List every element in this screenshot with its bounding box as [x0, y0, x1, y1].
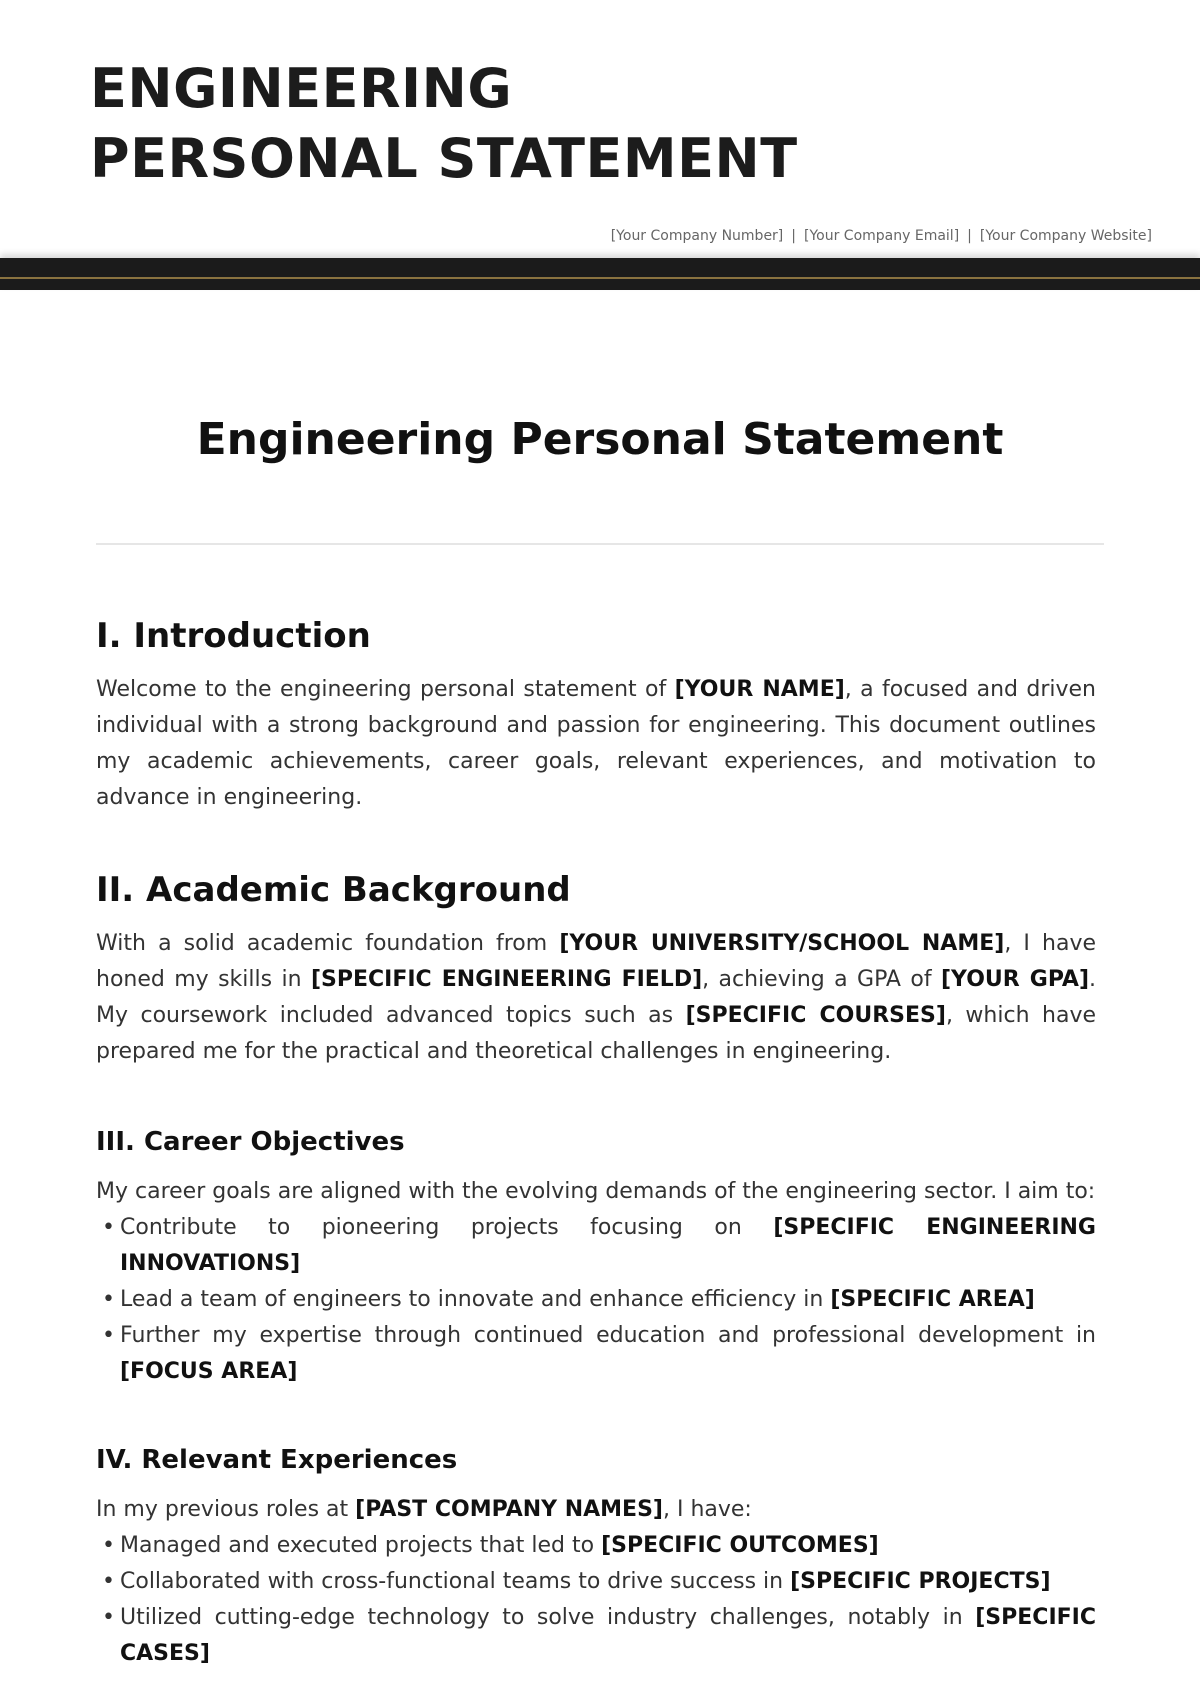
bullet-list [96, 1528, 1096, 1672]
section-introduction [96, 612, 1096, 816]
section-heading: II. Academic Background [96, 870, 571, 910]
paragraph [96, 926, 1096, 1070]
section-heading: IV. Relevant Experiences [96, 1445, 458, 1475]
text: With a solid academic foundation from [96, 931, 560, 956]
placeholder: [SPECIFIC ENGINEERING FIELD] [310, 967, 703, 992]
text: , I have: [662, 1497, 752, 1522]
text: Collaborated with cross-functional teams to drive success in [120, 1569, 791, 1594]
text: Utilized cutting-edge technology to solve industry challenges, notably in [120, 1605, 976, 1630]
placeholder: [YOUR UNIVERSITY/SCHOOL NAME] [559, 931, 1005, 956]
section-heading: III. Career Objectives [96, 1127, 405, 1157]
section-heading: I. Introduction [96, 616, 371, 656]
header-band [0, 258, 1200, 290]
company-website: [Your Company Website] [979, 228, 1152, 244]
text: Further my expertise through continued education and professional development in [120, 1323, 1096, 1348]
list-item [96, 1600, 1096, 1672]
text: . My coursework included advanced topics such as [96, 967, 1097, 1028]
placeholder: [SPECIFIC PROJECTS] [790, 1569, 1051, 1594]
section-relevant-experiences [96, 1440, 1096, 1672]
list-item [96, 1528, 1096, 1564]
text: , which have prepared me for the practical and theoretical challenges in engineering. [96, 1003, 1097, 1064]
placeholder: [FOCUS AREA] [120, 1359, 298, 1384]
company-email: [Your Company Email] [804, 228, 960, 244]
text: , I have honed my skills in [96, 931, 1097, 992]
separator: | [791, 228, 796, 244]
document-body [96, 612, 1096, 1672]
placeholder: [PAST COMPANY NAMES] [355, 1497, 663, 1522]
placeholder: [SPECIFIC COURSES] [685, 1003, 946, 1028]
title-line-2: PERSONAL STATEMENT [90, 127, 798, 190]
divider [96, 543, 1104, 545]
bullet-list [96, 1210, 1096, 1390]
list-item [96, 1318, 1096, 1390]
text: , a focused and driven individual with a strong background and passion for engineering. This document outlines my academic achievements, career goals, relevant experiences, and motivation to advance in engineering. [96, 677, 1096, 810]
list-item [96, 1282, 1096, 1318]
text: In my previous roles at [96, 1497, 356, 1522]
placeholder: [SPECIFIC AREA] [830, 1287, 1035, 1312]
company-number: [Your Company Number] [610, 228, 784, 244]
placeholder: [SPECIFIC CASES] [120, 1605, 1096, 1666]
placeholder: [SPECIFIC ENGINEERING INNOVATIONS] [120, 1215, 1096, 1276]
list-item [96, 1564, 1096, 1600]
title-line-1: ENGINEERING [90, 57, 513, 120]
text: , achieving a GPA of [702, 967, 941, 992]
company-contact-line [611, 228, 1152, 244]
text: Managed and executed projects that led to [120, 1533, 602, 1558]
text: Contribute to pioneering projects focusing on [120, 1215, 774, 1240]
page-title: Engineering Personal Statement [196, 414, 1004, 465]
paragraph [96, 1492, 1096, 1528]
list-item [96, 1210, 1096, 1282]
text: Welcome to the engineering personal statement of [96, 677, 675, 702]
separator: | [967, 228, 972, 244]
placeholder: [YOUR GPA] [941, 967, 1090, 992]
paragraph [96, 672, 1096, 816]
gold-stripe [0, 277, 1200, 279]
placeholder: [YOUR NAME] [674, 677, 845, 702]
placeholder: [SPECIFIC OUTCOMES] [601, 1533, 879, 1558]
paragraph: My career goals are aligned with the evolving demands of the engineering sector. I aim to: [96, 1179, 1096, 1204]
section-career-objectives [96, 1122, 1096, 1390]
section-academic-background [96, 866, 1096, 1070]
document-title [90, 54, 798, 194]
text: Lead a team of engineers to innovate and enhance efficiency in [120, 1287, 831, 1312]
